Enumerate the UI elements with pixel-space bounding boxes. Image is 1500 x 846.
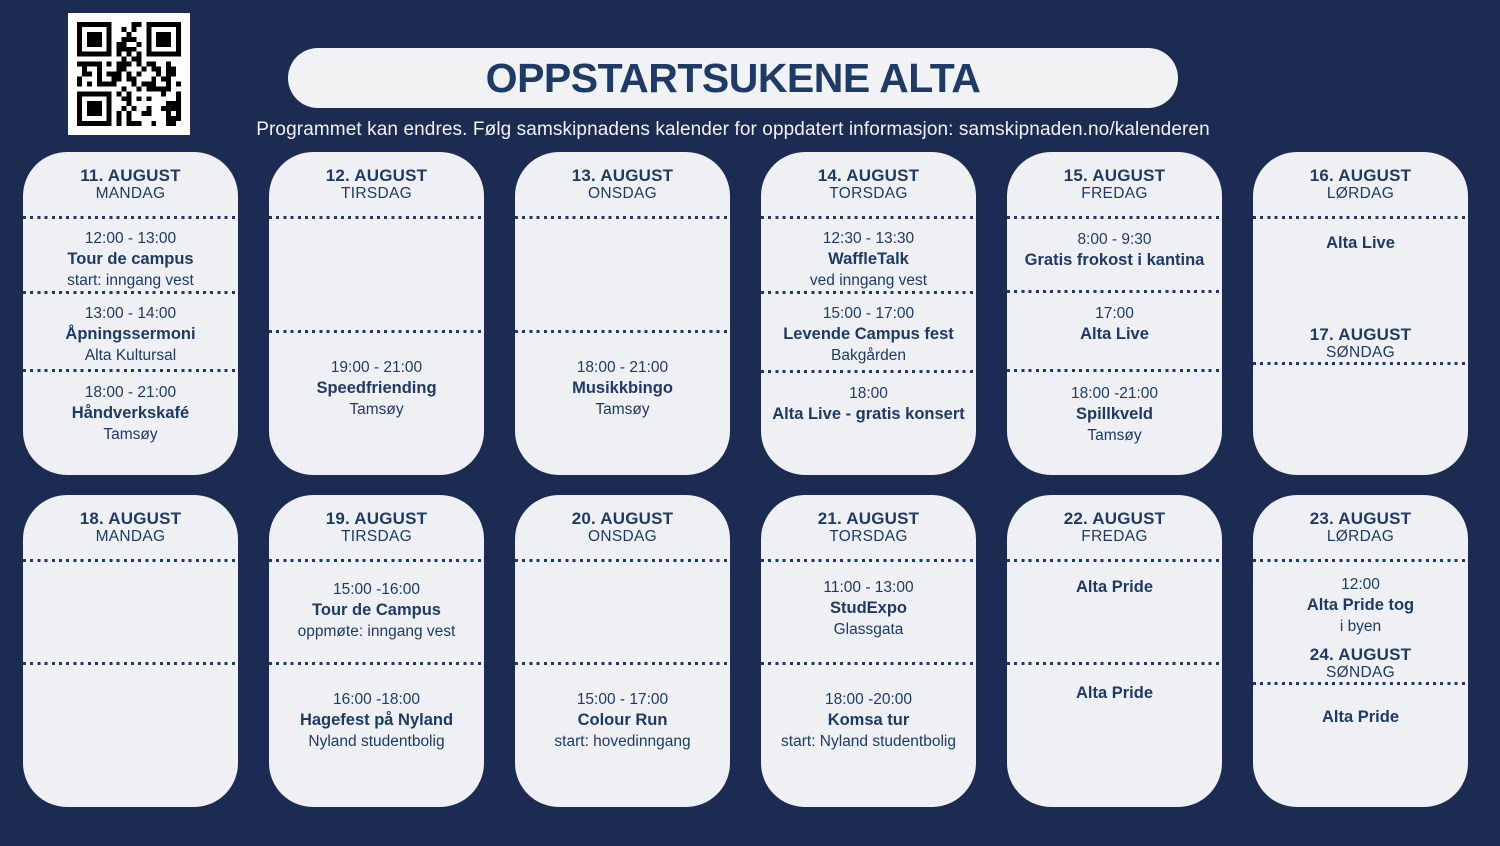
event-entry (1253, 685, 1468, 807)
card-header (761, 152, 976, 216)
card-spacer (269, 219, 484, 330)
card-header (1007, 495, 1222, 559)
event-time: 18:00 -20:00 (824, 691, 913, 708)
event-entry (761, 294, 976, 370)
event-time: 8:00 - 9:30 (1077, 231, 1152, 248)
event-time: 15:00 - 17:00 (822, 305, 915, 322)
event-entry (269, 333, 484, 475)
card-date: 16. AUGUST (1309, 166, 1412, 185)
card-date: 18. AUGUST (79, 509, 182, 528)
event-title: Tour de Campus (312, 601, 441, 619)
card-spacer (1253, 365, 1468, 475)
event-title: Alta Pride (1075, 578, 1154, 596)
event-entry (761, 219, 976, 291)
card-subheader (1253, 643, 1468, 682)
card-date: 23. AUGUST (1309, 509, 1412, 528)
event-entry (761, 373, 976, 475)
event-entry (1253, 562, 1468, 643)
card-spacer (23, 665, 238, 807)
card-day: MANDAG (95, 528, 166, 545)
event-entry (515, 665, 730, 807)
event-title: Spillkveld (1075, 405, 1154, 423)
event-entry (761, 562, 976, 662)
event-entry (23, 372, 238, 475)
event-title: Åpningssermoni (65, 325, 196, 343)
card-header (269, 495, 484, 559)
card-date: 11. AUGUST (80, 166, 181, 185)
card-spacer (23, 562, 238, 662)
event-location: Nyland studentbolig (308, 733, 445, 750)
card-day: SØNDAG (1326, 664, 1395, 681)
event-location: i byen (1339, 618, 1382, 635)
day-card (23, 495, 238, 807)
card-spacer (515, 562, 730, 662)
card-date: 22. AUGUST (1063, 509, 1166, 528)
event-time: 13:00 - 14:00 (84, 305, 177, 322)
card-day: MANDAG (95, 185, 166, 202)
card-day: FREDAG (1081, 528, 1148, 545)
event-location: Tamsøy (349, 401, 404, 418)
card-date: 20. AUGUST (571, 509, 674, 528)
event-entry (1007, 665, 1222, 807)
card-header (761, 495, 976, 559)
event-title: StudExpo (830, 599, 907, 617)
event-entry (23, 294, 238, 369)
event-location: ved inngang vest (809, 272, 928, 289)
card-day: LØRDAG (1326, 528, 1395, 545)
day-card (269, 495, 484, 807)
card-day: TIRSDAG (341, 528, 412, 545)
card-date: 21. AUGUST (817, 509, 920, 528)
card-day: TORSDAG (829, 185, 908, 202)
event-title: Gratis frokost i kantina (1024, 251, 1205, 269)
event-time: 15:00 - 17:00 (576, 691, 669, 708)
event-title: Alta Live - gratis konsert (772, 405, 965, 423)
subtitle: Programmet kan endres. Følg samskipnadens kalender for oppdatert informasjon: samskipnaden.no/kalenderen (256, 119, 1210, 140)
event-title: Colour Run (577, 711, 668, 729)
event-entry (515, 333, 730, 475)
card-date: 14. AUGUST (817, 166, 920, 185)
card-header (23, 495, 238, 559)
event-title: Alta Pride (1075, 684, 1154, 702)
day-card (761, 152, 976, 475)
card-header (1253, 152, 1468, 216)
event-location: Bakgården (831, 347, 906, 364)
event-location: Tamsøy (103, 426, 158, 443)
qr-code-icon (68, 13, 190, 135)
card-date: 17. AUGUST (1309, 325, 1412, 344)
event-location: start: hovedinngang (554, 733, 691, 750)
event-time: 11:00 - 13:00 (823, 579, 914, 596)
day-card (761, 495, 976, 807)
event-location: oppmøte: inngang vest (297, 623, 456, 640)
card-day: SØNDAG (1326, 344, 1395, 361)
card-header (269, 152, 484, 216)
event-entry (1007, 372, 1222, 475)
event-time: 19:00 - 21:00 (330, 359, 423, 376)
card-day: FREDAG (1081, 185, 1148, 202)
event-time: 12:00 - 13:00 (84, 230, 177, 247)
event-title: Levende Campus fest (783, 325, 954, 343)
title-pill (288, 48, 1178, 108)
event-entry (269, 562, 484, 662)
card-header (1253, 495, 1468, 559)
day-card (1253, 495, 1468, 807)
day-card (515, 152, 730, 475)
event-title: Alta Pride tog (1306, 596, 1415, 614)
card-header (1007, 152, 1222, 216)
event-title: Alta Live (1080, 325, 1149, 343)
card-day: LØRDAG (1326, 185, 1395, 202)
event-time: 16:00 -18:00 (332, 691, 421, 708)
card-date: 24. AUGUST (1309, 645, 1412, 664)
day-card (1007, 152, 1222, 475)
page-title: OPPSTARTSUKENE ALTA (485, 54, 981, 101)
card-spacer (515, 219, 730, 330)
event-entry (1007, 293, 1222, 369)
event-title: Musikkbingo (572, 379, 673, 397)
event-entry (1007, 562, 1222, 662)
card-date: 12. AUGUST (325, 166, 428, 185)
card-subheader (1253, 323, 1468, 362)
card-date: 13. AUGUST (571, 166, 674, 185)
event-time: 18:00 -21:00 (1070, 385, 1159, 402)
calendar-grid (23, 152, 1468, 807)
event-location: Tamsøy (1087, 427, 1142, 444)
event-title: Tour de campus (67, 250, 194, 268)
event-location: Alta Kultursal (84, 347, 177, 364)
card-date: 19. AUGUST (325, 509, 428, 528)
day-card (1007, 495, 1222, 807)
event-time: 15:00 -16:00 (332, 581, 421, 598)
event-time: 17:00 (1095, 305, 1134, 322)
event-location: start: inngang vest (67, 272, 194, 289)
event-title: Speedfriending (316, 379, 437, 397)
card-header (23, 152, 238, 216)
event-location: start: Nyland studentbolig (781, 733, 956, 750)
event-location: Tamsøy (595, 401, 650, 418)
card-date: 15. AUGUST (1063, 166, 1166, 185)
event-location: Glassgata (833, 621, 904, 638)
event-entry (761, 665, 976, 807)
card-header (515, 152, 730, 216)
day-card (1253, 152, 1468, 475)
event-entry (23, 219, 238, 291)
event-time: 18:00 (849, 385, 888, 402)
event-entry (269, 665, 484, 807)
event-time: 18:00 - 21:00 (576, 359, 669, 376)
event-title: Alta Pride (1321, 708, 1400, 726)
event-time: 12:30 - 13:30 (822, 230, 915, 247)
card-day: TIRSDAG (341, 185, 412, 202)
day-card (23, 152, 238, 475)
event-title: Komsa tur (827, 711, 910, 729)
event-title: WaffleTalk (828, 250, 909, 268)
event-title: Hagefest på Nyland (299, 711, 454, 729)
event-title: Alta Live (1326, 234, 1395, 252)
day-card (515, 495, 730, 807)
event-entry (1253, 219, 1468, 323)
card-day: TORSDAG (829, 528, 908, 545)
event-time: 18:00 - 21:00 (84, 384, 177, 401)
card-day: ONSDAG (588, 528, 657, 545)
event-title: Håndverkskafé (71, 404, 190, 422)
event-entry (1007, 219, 1222, 290)
day-card (269, 152, 484, 475)
event-time: 12:00 (1341, 576, 1380, 593)
card-day: ONSDAG (588, 185, 657, 202)
card-header (515, 495, 730, 559)
